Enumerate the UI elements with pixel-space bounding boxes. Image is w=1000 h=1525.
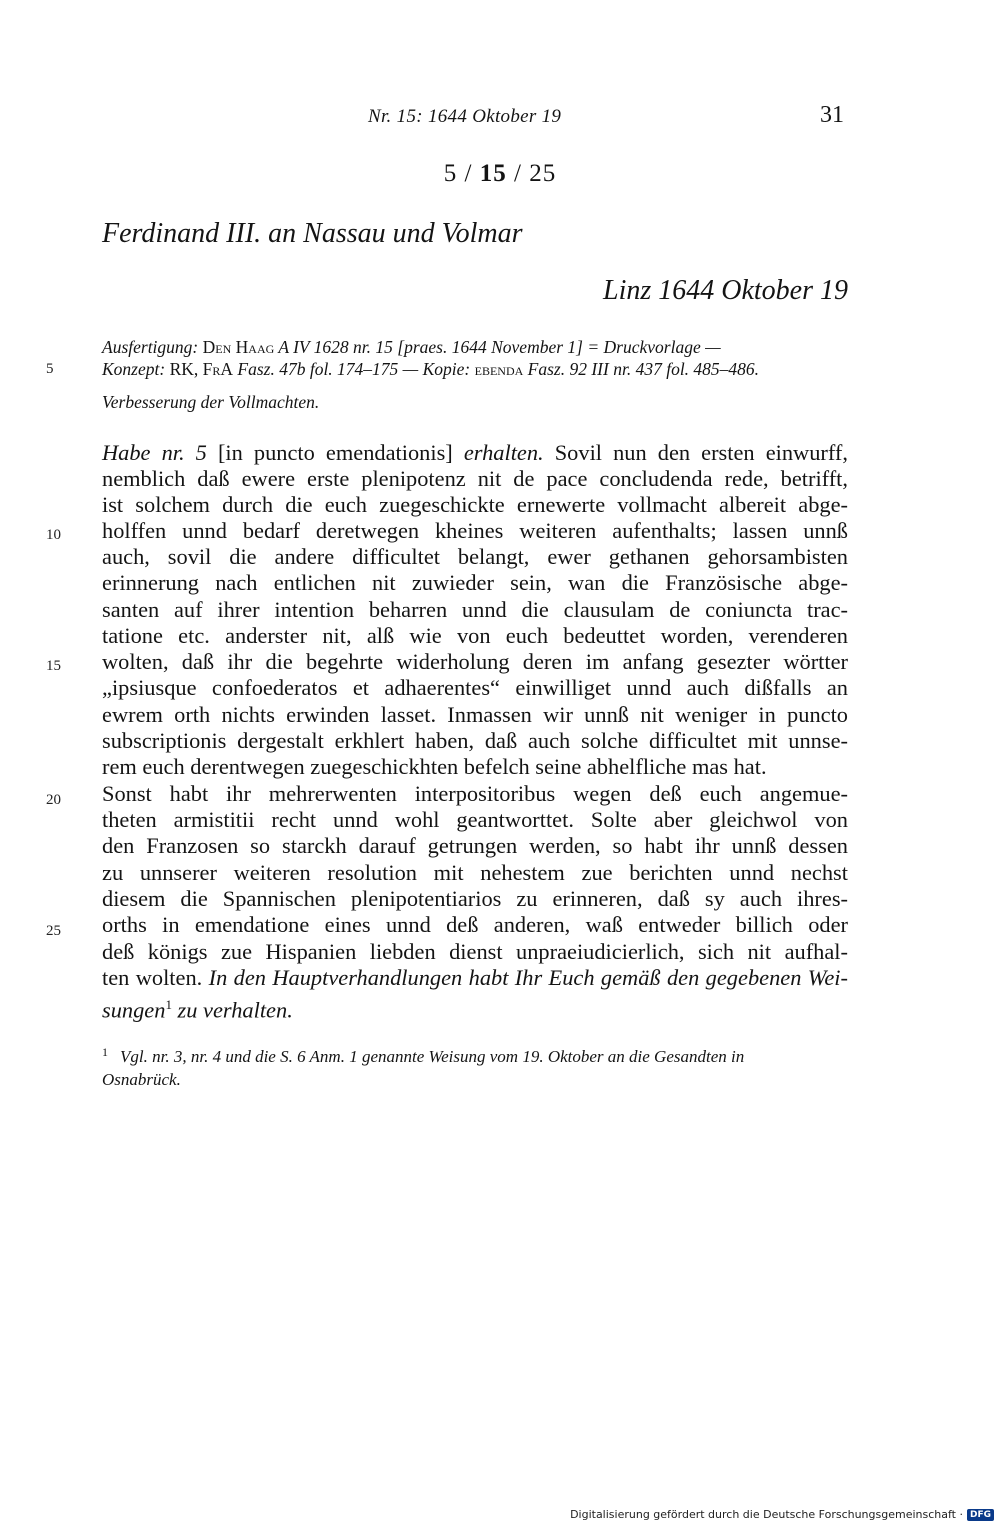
document-number-main: 15 xyxy=(479,160,507,187)
document-number: 5 / 15 / 25 xyxy=(443,160,557,187)
text-line: Sonst habt ihr mehrerwenten interpositoribus wegen deß euch angemue- xyxy=(102,781,848,806)
line-number: 15 xyxy=(46,658,61,674)
footnote xyxy=(102,1046,848,1091)
document-title: Ferdinand III. an Nassau und Volmar xyxy=(102,218,523,249)
text-line: deß königs zue Hispanien liebden dienst unpraeiudicierlich, sich nit aufhal- xyxy=(102,939,848,964)
footnote-line-1: $^1$ Vgl. nr. 3, nr. 4 und die S. 6 Anm. 1 genannte Weisung vom 19. Oktober an die Gesandten in xyxy=(102,1045,745,1066)
line-number: 10 xyxy=(46,527,61,543)
text-line: „ipsiusque confoederatos et adhaerentes“ einwilliget unnd auch dißfalls an xyxy=(102,675,848,700)
text-line: ist solchem durch die euch zuegeschickte ernewerte vollmacht albereit abge- xyxy=(102,492,848,517)
line-number: 20 xyxy=(46,792,61,808)
text-line: holffen unnd bedarf deretwegen kheines weiteren aufenthalts; lassen unnß xyxy=(102,518,848,543)
text-line: santen auf ihrer intention beharren unnd die clausulam de coniuncta trac- xyxy=(102,597,848,622)
footnote-mark: 1 xyxy=(102,1045,108,1059)
text-line: auch, sovil die andere difficultet belangt, ewer gethanen gehorsambisten xyxy=(102,544,848,569)
text-line: subscriptionis dergestalt erkhlert haben, daß auch solche difficultet mit unnse- xyxy=(102,728,848,753)
text-line: den Franzosen so starckh darauf getrungen werden, so habt ihr unnß dessen xyxy=(102,833,848,858)
text-line: ten wolten. In den Hauptverhandlungen habt Ihr Euch gemäß den gegebenen Wei- xyxy=(102,965,848,990)
running-head: Nr. 15: 1644 Oktober 19 xyxy=(368,106,562,127)
text-line: orths in emendatione eines unnd deß anderen, waß entweder billich oder xyxy=(102,912,848,937)
dfg-logo-icon: DFG xyxy=(967,1509,994,1521)
credit-text: Digitalisierung gefördert durch die Deutsche Forschungsgemeinschaft · xyxy=(570,1508,963,1521)
place-date: Linz 1644 Oktober 19 xyxy=(603,275,848,306)
text-line: nemblich daß ewere erste plenipotenz nit de pace concludenda rede, betrifft, xyxy=(102,466,848,491)
text-line: ewrem orth nichts erwinden lasset. Inmassen wir unnß nit weniger in puncto xyxy=(102,702,848,727)
text-line: sungen$^1$ zu verhalten. xyxy=(102,997,293,1023)
footnote-line-2: Osnabrück. xyxy=(102,1070,181,1089)
source-line-2: Konzept: RK, FrA Fasz. 47b fol. 174–175 — Kopie: ebenda Fasz. 92 III nr. 437 fol. 485–486. xyxy=(102,359,760,379)
footnote-reference[interactable]: 1 xyxy=(165,997,172,1012)
text-line: erinnerung nach entlichen nit zuwieder sein, wan die Französische abge- xyxy=(102,570,848,595)
page-number: 31 xyxy=(820,102,844,128)
text-line: tatione etc. anderster nit, alß wie von euch bedeuttet worden, verenderen xyxy=(102,623,848,648)
text-line: diesem die Spannischen plenipotentiarios zu erinneren, daß sy auch ihres- xyxy=(102,886,848,911)
regest: Verbesserung der Vollmachten. xyxy=(102,392,320,412)
document-number-volume: 5 xyxy=(443,160,458,187)
digitization-credit xyxy=(570,1508,994,1521)
source-apparatus xyxy=(102,336,759,380)
source-line-1: Ausfertigung: Den Haag A IV 1628 nr. 15 [praes. 1644 November 1] = Druckvorlage — xyxy=(102,337,721,357)
text-line: zu unnserer weiteren resolution mit nehestem zue berichten unnd nechst xyxy=(102,860,848,885)
text-line: theten armistitii recht unnd wohl geantworttet. Solte aber gleichwol von xyxy=(102,807,848,832)
text-line: wolten, daß ihr die begehrte widerholung deren im anfang gesezter wörtter xyxy=(102,649,848,674)
text-line: rem euch derentwegen zuegeschickhten befelch seine abhelfliche mas hat. xyxy=(102,754,767,779)
document-number-series: 25 xyxy=(529,160,557,187)
line-number: 25 xyxy=(46,923,61,939)
text-line: Habe nr. 5 [in puncto emendationis] erhalten. Sovil nun den ersten einwurff, xyxy=(102,440,848,465)
line-number: 5 xyxy=(46,361,54,377)
